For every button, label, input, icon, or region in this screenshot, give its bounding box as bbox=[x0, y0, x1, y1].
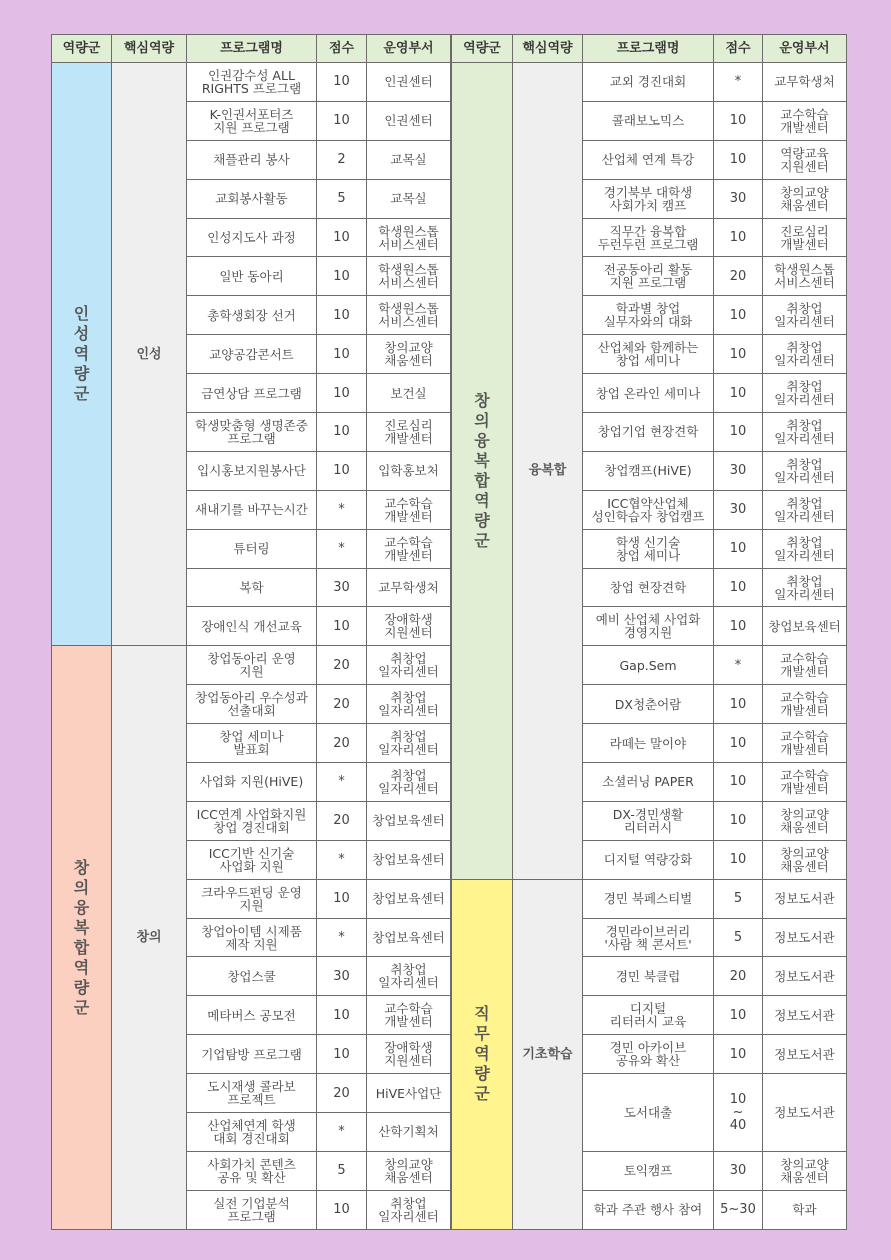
program-name: 창업캠프(HiVE) bbox=[583, 451, 714, 490]
program-name: 장애인식 개선교육 bbox=[187, 607, 317, 646]
program-name: 입시홍보지원봉사단 bbox=[187, 451, 317, 490]
program-name: 채플관리 봉사 bbox=[187, 140, 317, 179]
program-name: 산업체와 함께하는 창업 세미나 bbox=[583, 335, 714, 374]
department: 학생원스톱 서비스센터 bbox=[367, 257, 451, 296]
department: 취창업 일자리센터 bbox=[367, 685, 451, 724]
department: 학생원스톱 서비스센터 bbox=[367, 218, 451, 257]
score: 10 bbox=[714, 1035, 763, 1074]
score: 10 bbox=[317, 451, 367, 490]
program-name: 창업동아리 우수성과 선출대회 bbox=[187, 685, 317, 724]
score: 10 bbox=[714, 413, 763, 452]
score: 10 bbox=[714, 140, 763, 179]
program-name: 토익캠프 bbox=[583, 1151, 714, 1190]
department: 창의교양 채움센터 bbox=[763, 801, 847, 840]
score: 10 bbox=[714, 801, 763, 840]
program-name: 창업 온라인 세미나 bbox=[583, 374, 714, 413]
department: 창의교양 채움센터 bbox=[367, 1151, 451, 1190]
department: 취창업 일자리센터 bbox=[763, 490, 847, 529]
competency-group-label: 창의융복합역량군 bbox=[73, 857, 90, 1017]
program-name: 새내기를 바꾸는시간 bbox=[187, 490, 317, 529]
program-name: 메타버스 공모전 bbox=[187, 996, 317, 1035]
score: 30 bbox=[714, 451, 763, 490]
program-name: 일반 동아리 bbox=[187, 257, 317, 296]
department: 창의교양 채움센터 bbox=[763, 1151, 847, 1190]
program-name: 경민라이브러리 '사람 책 콘서트' bbox=[583, 918, 714, 957]
department: 취창업 일자리센터 bbox=[367, 763, 451, 802]
score: 10 bbox=[317, 335, 367, 374]
competency-group bbox=[52, 646, 112, 1229]
department: 교수학습 개발센터 bbox=[367, 490, 451, 529]
department: 입학홍보처 bbox=[367, 451, 451, 490]
program-name: 창업 현장견학 bbox=[583, 568, 714, 607]
program-name: 콜래보노믹스 bbox=[583, 101, 714, 140]
department: 산학기획처 bbox=[367, 1113, 451, 1152]
score: 20 bbox=[317, 646, 367, 685]
table-row bbox=[452, 879, 847, 918]
program-name: ICC연계 사업화지원 창업 경진대회 bbox=[187, 801, 317, 840]
score: 30 bbox=[714, 490, 763, 529]
header-cell: 운영부서 bbox=[763, 35, 847, 63]
program-name: 학과별 창업 실무자와의 대화 bbox=[583, 296, 714, 335]
department: 교무학생처 bbox=[367, 568, 451, 607]
competency-group-label: 직무역량군 bbox=[474, 1004, 490, 1104]
competency-group-label: 인성역량군 bbox=[73, 304, 90, 404]
department: 취창업 일자리센터 bbox=[367, 724, 451, 763]
score: 10 bbox=[317, 607, 367, 646]
department: HiVE사업단 bbox=[367, 1074, 451, 1113]
department: 정보도서관 bbox=[763, 996, 847, 1035]
department: 취창업 일자리센터 bbox=[763, 568, 847, 607]
score: * bbox=[714, 646, 763, 685]
department: 창업보육센터 bbox=[367, 879, 451, 918]
program-name: 교회봉사활동 bbox=[187, 179, 317, 218]
score: 2 bbox=[317, 140, 367, 179]
table-row bbox=[52, 63, 451, 102]
score: 5~30 bbox=[714, 1190, 763, 1229]
program-name: 교양공감콘서트 bbox=[187, 335, 317, 374]
program-name: 창업스쿨 bbox=[187, 957, 317, 996]
program-name: 예비 산업체 사업화 경영지원 bbox=[583, 607, 714, 646]
department: 교수학습 개발센터 bbox=[763, 763, 847, 802]
score: 10 bbox=[317, 63, 367, 102]
program-name: ICC협약산업체 성인학습자 창업캠프 bbox=[583, 490, 714, 529]
score: 10 bbox=[317, 218, 367, 257]
department: 진로심리 개발센터 bbox=[367, 413, 451, 452]
program-name: 사회가치 콘텐츠 공유 및 확산 bbox=[187, 1151, 317, 1190]
score: 10 bbox=[317, 996, 367, 1035]
program-name: 산업체 연계 특강 bbox=[583, 140, 714, 179]
department: 진로심리 개발센터 bbox=[763, 218, 847, 257]
score: 30 bbox=[317, 568, 367, 607]
department: 창업보육센터 bbox=[367, 918, 451, 957]
department: 정보도서관 bbox=[763, 1074, 847, 1152]
program-name: 도서대출 bbox=[583, 1074, 714, 1152]
score: 10 bbox=[714, 374, 763, 413]
program-name: 경민 아카이브 공유와 확산 bbox=[583, 1035, 714, 1074]
score: 10 bbox=[714, 607, 763, 646]
score: 30 bbox=[714, 179, 763, 218]
department: 교목실 bbox=[367, 179, 451, 218]
program-name: 교외 경진대회 bbox=[583, 63, 714, 102]
score: 10 ~ 40 bbox=[714, 1074, 763, 1152]
program-name: 창업동아리 운영 지원 bbox=[187, 646, 317, 685]
department: 정보도서관 bbox=[763, 918, 847, 957]
program-name: 경민 북페스티벌 bbox=[583, 879, 714, 918]
right-table bbox=[451, 34, 847, 1230]
header-cell: 핵심역량 bbox=[112, 35, 187, 63]
table-row bbox=[52, 646, 451, 685]
department: 취창업 일자리센터 bbox=[763, 529, 847, 568]
department: 취창업 일자리센터 bbox=[763, 374, 847, 413]
header-cell: 핵심역량 bbox=[513, 35, 583, 63]
program-name: DX-경민생활 리터러시 bbox=[583, 801, 714, 840]
program-name: 복학 bbox=[187, 568, 317, 607]
score: 10 bbox=[714, 101, 763, 140]
department: 학과 bbox=[763, 1190, 847, 1229]
score: 10 bbox=[714, 840, 763, 879]
header-row bbox=[52, 35, 451, 63]
program-name: 크라우드펀딩 운영 지원 bbox=[187, 879, 317, 918]
program-name: 창업아이템 시제품 제작 지원 bbox=[187, 918, 317, 957]
header-cell: 운영부서 bbox=[367, 35, 451, 63]
score: 10 bbox=[317, 413, 367, 452]
score: * bbox=[317, 529, 367, 568]
department: 창의교양 채움센터 bbox=[763, 840, 847, 879]
department: 학생원스톱 서비스센터 bbox=[763, 257, 847, 296]
program-name: 전공동아리 활동 지원 프로그램 bbox=[583, 257, 714, 296]
score: 5 bbox=[317, 1151, 367, 1190]
header-cell: 역량군 bbox=[452, 35, 513, 63]
program-name: 총학생회장 선거 bbox=[187, 296, 317, 335]
department: 취창업 일자리센터 bbox=[367, 957, 451, 996]
department: 장애학생 지원센터 bbox=[367, 1035, 451, 1074]
program-name: 학생 신기술 창업 세미나 bbox=[583, 529, 714, 568]
program-name: 실전 기업분석 프로그램 bbox=[187, 1190, 317, 1229]
score: 10 bbox=[317, 296, 367, 335]
program-name: 인권감수성 ALL RIGHTS 프로그램 bbox=[187, 63, 317, 102]
department: 교수학습 개발센터 bbox=[763, 101, 847, 140]
header-cell: 점수 bbox=[714, 35, 763, 63]
program-name: 학생맞춤형 생명존중 프로그램 bbox=[187, 413, 317, 452]
score: * bbox=[317, 490, 367, 529]
score: 10 bbox=[317, 101, 367, 140]
score: 20 bbox=[317, 685, 367, 724]
score: 10 bbox=[317, 1035, 367, 1074]
header-cell: 프로그램명 bbox=[583, 35, 714, 63]
program-name: 산업체연계 학생 대회 경진대회 bbox=[187, 1113, 317, 1152]
program-name: 인성지도사 과정 bbox=[187, 218, 317, 257]
department: 창의교양 채움센터 bbox=[367, 335, 451, 374]
score: 10 bbox=[317, 879, 367, 918]
program-name: 디지털 리터러시 교육 bbox=[583, 996, 714, 1035]
competency-group bbox=[452, 63, 513, 880]
program-name: 튜터링 bbox=[187, 529, 317, 568]
department: 정보도서관 bbox=[763, 879, 847, 918]
program-name: 금연상담 프로그램 bbox=[187, 374, 317, 413]
program-name: DX청춘어람 bbox=[583, 685, 714, 724]
program-name: Gap.Sem bbox=[583, 646, 714, 685]
score: 10 bbox=[714, 996, 763, 1035]
program-name: 사업화 지원(HiVE) bbox=[187, 763, 317, 802]
department: 보건실 bbox=[367, 374, 451, 413]
program-name: 도시재생 콜라보 프로젝트 bbox=[187, 1074, 317, 1113]
score: 20 bbox=[317, 1074, 367, 1113]
program-name: 학과 주관 행사 참여 bbox=[583, 1190, 714, 1229]
program-name: 창업기업 현장견학 bbox=[583, 413, 714, 452]
score: 30 bbox=[317, 957, 367, 996]
score: 10 bbox=[714, 529, 763, 568]
program-name: 경기북부 대학생 사회가치 캠프 bbox=[583, 179, 714, 218]
score: 20 bbox=[714, 257, 763, 296]
department: 정보도서관 bbox=[763, 957, 847, 996]
score: 10 bbox=[714, 335, 763, 374]
program-tables bbox=[51, 34, 845, 1229]
score: 5 bbox=[714, 879, 763, 918]
department: 정보도서관 bbox=[763, 1035, 847, 1074]
program-name: 기업탐방 프로그램 bbox=[187, 1035, 317, 1074]
department: 취창업 일자리센터 bbox=[763, 451, 847, 490]
score: * bbox=[317, 1113, 367, 1152]
table-row bbox=[452, 63, 847, 102]
score: 10 bbox=[317, 1190, 367, 1229]
score: * bbox=[317, 763, 367, 802]
department: 교수학습 개발센터 bbox=[367, 996, 451, 1035]
department: 교수학습 개발센터 bbox=[763, 646, 847, 685]
score: 20 bbox=[317, 724, 367, 763]
header-cell: 프로그램명 bbox=[187, 35, 317, 63]
program-name: 경민 북클럽 bbox=[583, 957, 714, 996]
department: 교수학습 개발센터 bbox=[763, 724, 847, 763]
program-name: 직무간 융복합 두런두런 프로그램 bbox=[583, 218, 714, 257]
department: 취창업 일자리센터 bbox=[763, 296, 847, 335]
score: 20 bbox=[317, 801, 367, 840]
competency-group bbox=[452, 879, 513, 1229]
program-name: 소셜러닝 PAPER bbox=[583, 763, 714, 802]
program-name: K-인권서포터즈 지원 프로그램 bbox=[187, 101, 317, 140]
core-competency: 융복합 bbox=[513, 63, 583, 880]
department: 인권센터 bbox=[367, 101, 451, 140]
department: 교무학생처 bbox=[763, 63, 847, 102]
department: 창업보육센터 bbox=[763, 607, 847, 646]
department: 교수학습 개발센터 bbox=[763, 685, 847, 724]
score: 10 bbox=[714, 296, 763, 335]
department: 창의교양 채움센터 bbox=[763, 179, 847, 218]
department: 교수학습 개발센터 bbox=[367, 529, 451, 568]
score: 5 bbox=[317, 179, 367, 218]
program-name: ICC기반 신기술 사업화 지원 bbox=[187, 840, 317, 879]
score: 5 bbox=[714, 918, 763, 957]
score: * bbox=[317, 918, 367, 957]
score: 10 bbox=[714, 218, 763, 257]
header-row bbox=[452, 35, 847, 63]
header-cell: 역량군 bbox=[52, 35, 112, 63]
department: 취창업 일자리센터 bbox=[763, 335, 847, 374]
department: 창업보육센터 bbox=[367, 840, 451, 879]
competency-group bbox=[52, 63, 112, 646]
department: 장애학생 지원센터 bbox=[367, 607, 451, 646]
department: 창업보육센터 bbox=[367, 801, 451, 840]
program-name: 라떼는 말이야 bbox=[583, 724, 714, 763]
score: 10 bbox=[317, 257, 367, 296]
header-cell: 점수 bbox=[317, 35, 367, 63]
competency-group-label: 창의융복합역량군 bbox=[474, 390, 490, 550]
department: 취창업 일자리센터 bbox=[763, 413, 847, 452]
score: 10 bbox=[714, 763, 763, 802]
department: 취창업 일자리센터 bbox=[367, 646, 451, 685]
score: * bbox=[317, 840, 367, 879]
department: 학생원스톱 서비스센터 bbox=[367, 296, 451, 335]
department: 인권센터 bbox=[367, 63, 451, 102]
score: 20 bbox=[714, 957, 763, 996]
department: 역량교육 지원센터 bbox=[763, 140, 847, 179]
core-competency: 창의 bbox=[112, 646, 187, 1229]
program-name: 창업 세미나 발표회 bbox=[187, 724, 317, 763]
score: 10 bbox=[714, 724, 763, 763]
core-competency: 기초학습 bbox=[513, 879, 583, 1229]
program-name: 디지털 역량강화 bbox=[583, 840, 714, 879]
department: 교목실 bbox=[367, 140, 451, 179]
score: * bbox=[714, 63, 763, 102]
department: 취창업 일자리센터 bbox=[367, 1190, 451, 1229]
score: 10 bbox=[317, 374, 367, 413]
core-competency: 인성 bbox=[112, 63, 187, 646]
score: 10 bbox=[714, 568, 763, 607]
score: 30 bbox=[714, 1151, 763, 1190]
score: 10 bbox=[714, 685, 763, 724]
left-table bbox=[51, 34, 451, 1230]
